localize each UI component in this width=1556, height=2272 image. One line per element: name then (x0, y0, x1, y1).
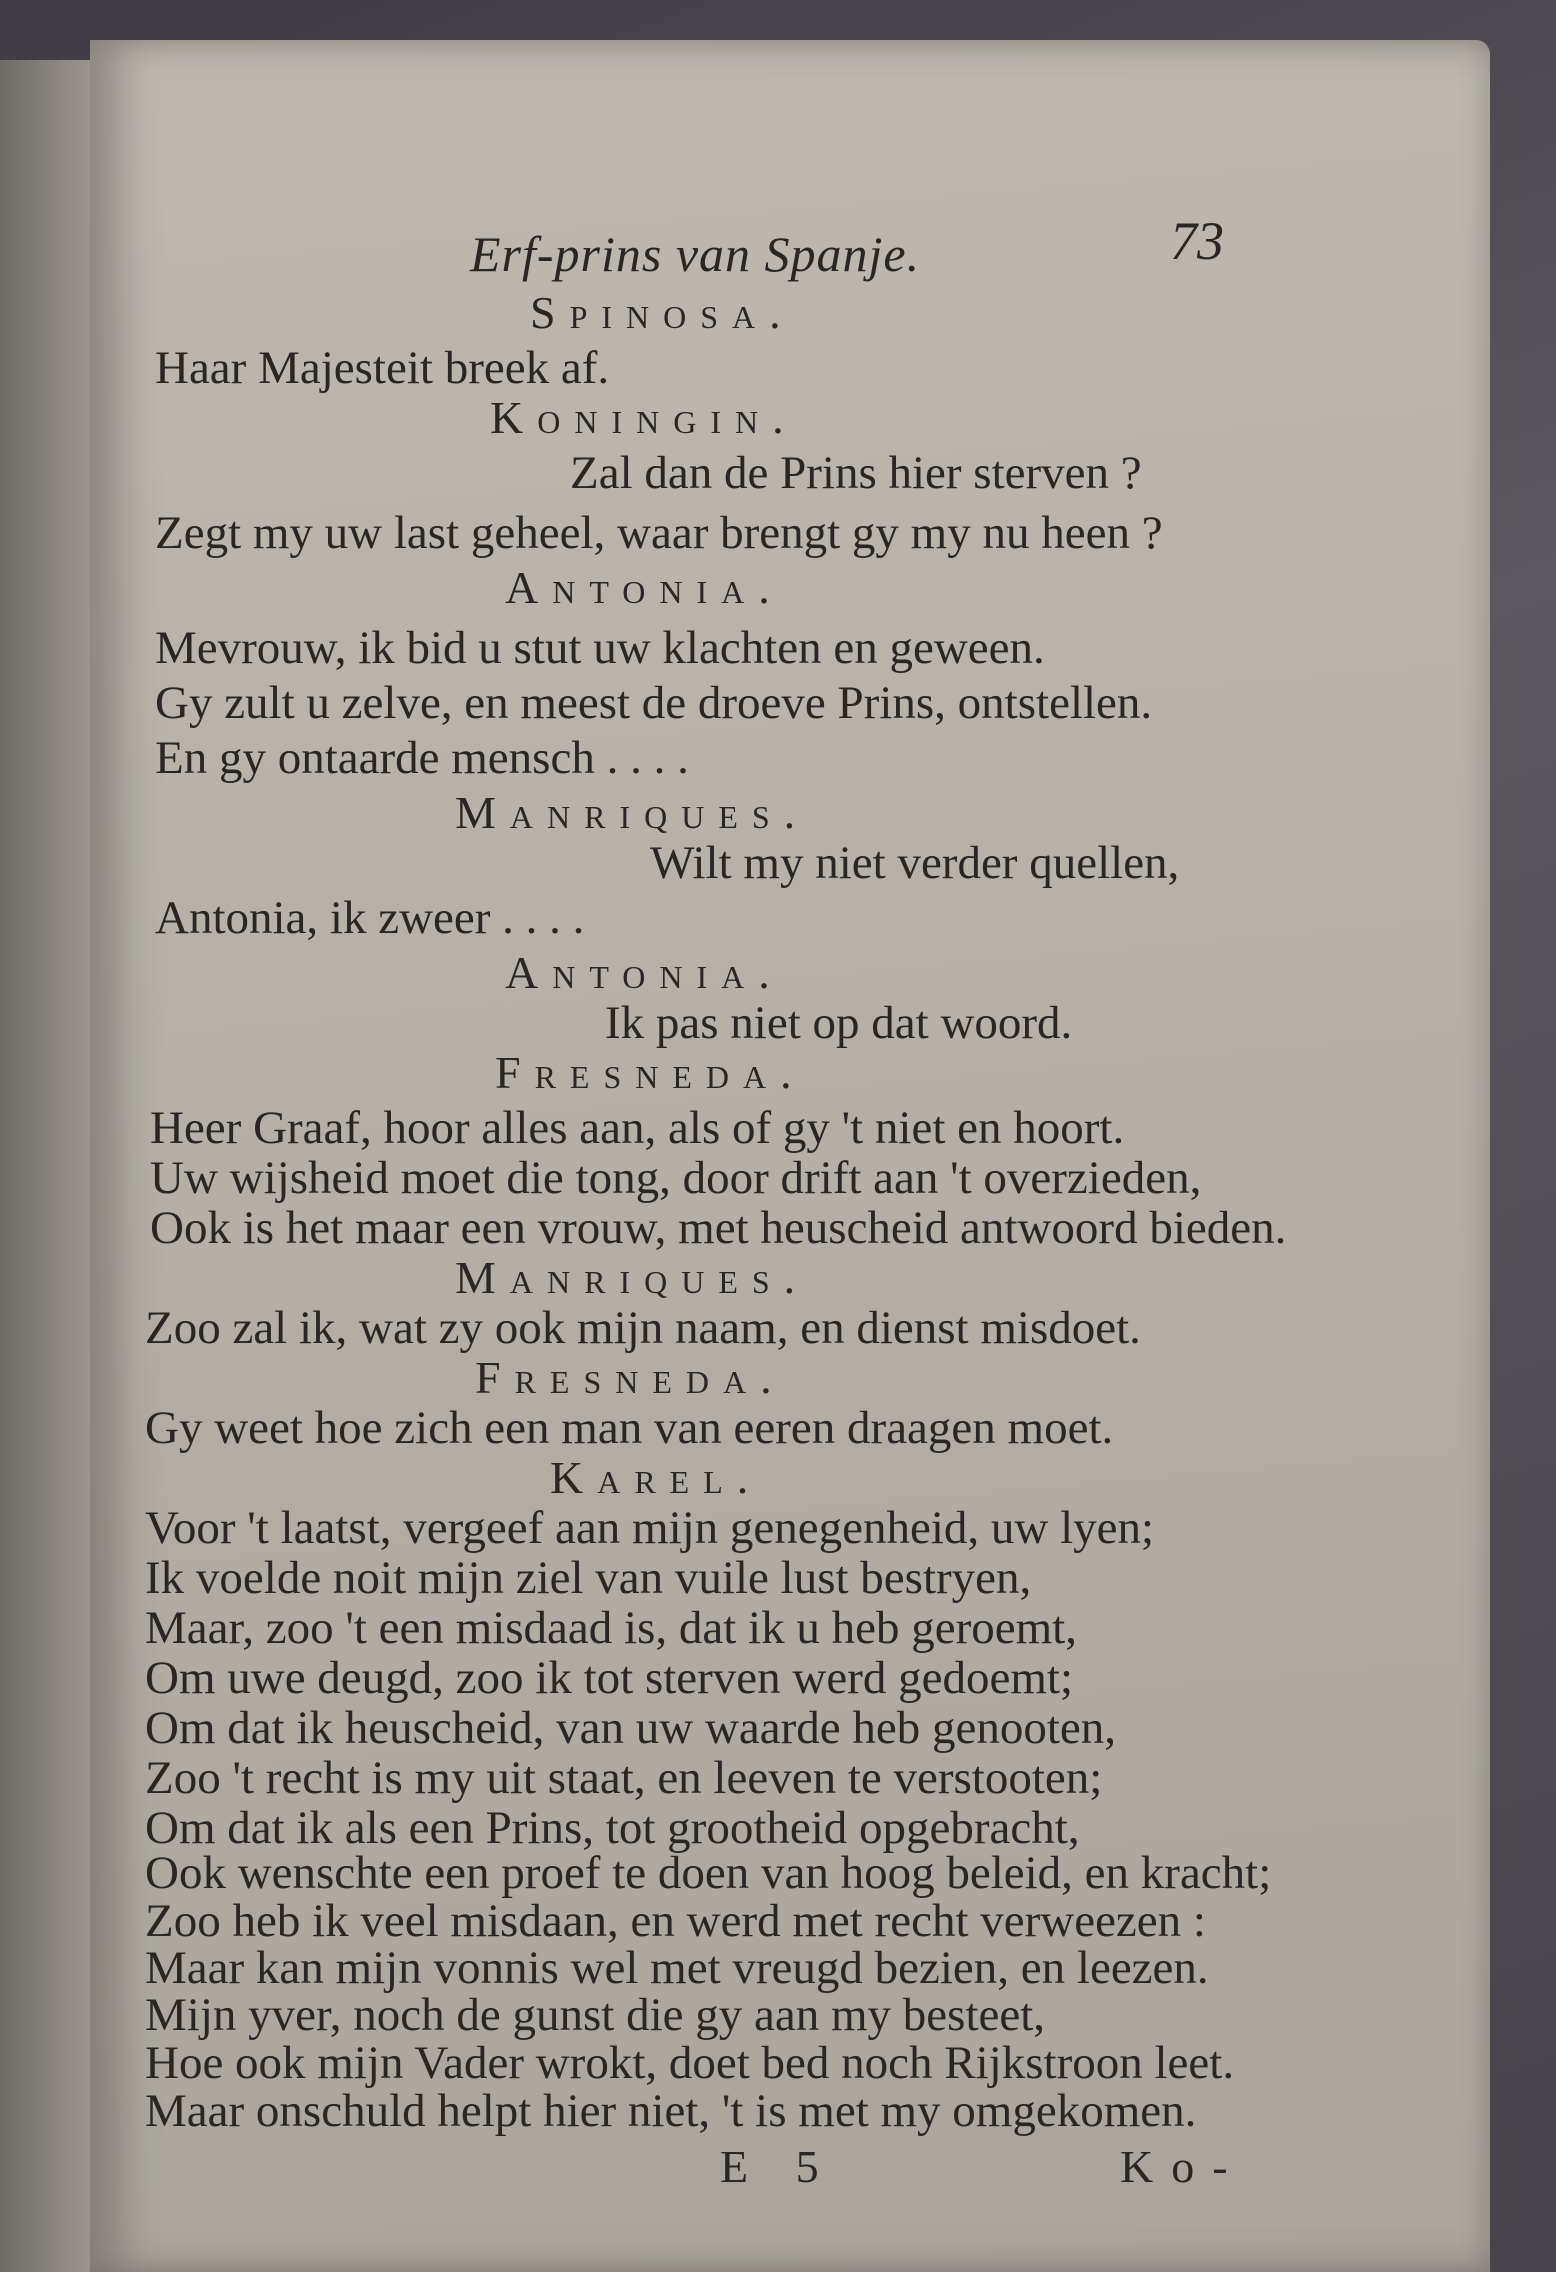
running-head: Erf-prins van Spanje. (470, 226, 921, 282)
speaker-name: Manriques. (455, 787, 810, 838)
page-number: 73 (1170, 211, 1224, 271)
verse-line: Maar, zoo 't een misdaad is, dat ik u heb geroemt, (145, 1602, 1077, 1654)
verse-line: Ook wenschte een proef te doen van hoog beleid, en kracht; (145, 1847, 1272, 1899)
speaker-name: Spinosa. (530, 287, 795, 338)
verse-line: Mevrouw, ik bid u stut uw klachten en geween. (155, 622, 1045, 674)
verse-line: Ik pas niet op dat woord. (605, 997, 1073, 1049)
verse-line: Ik voelde noit mijn ziel van vuile lust bestryen, (145, 1552, 1032, 1604)
verse-line: Zoo 't recht is my uit staat, en leeven te verstooten; (145, 1752, 1103, 1804)
verse-line: Zoo heb ik veel misdaan, en werd met recht verweezen : (145, 1895, 1206, 1947)
verse-line: Om dat ik als een Prins, tot grootheid opgebracht, (145, 1802, 1080, 1854)
verse-line: Om uwe deugd, zoo ik tot sterven werd gedoemt; (145, 1652, 1074, 1704)
verse-line: Hoe ook mijn Vader wrokt, doet bed noch Rijkstroon leet. (145, 2037, 1235, 2089)
verse-line: En gy ontaarde mensch . . . . (155, 732, 689, 784)
verse-line: Haar Majesteit breek af. (155, 342, 610, 394)
verse-line: Antonia, ik zweer . . . . (155, 892, 585, 944)
signature-mark: E 5 (720, 2141, 837, 2192)
speaker-name: Fresneda. (495, 1047, 806, 1098)
verse-line: Wilt my niet verder quellen, (650, 837, 1180, 889)
verse-line: Ook is het maar een vrouw, met heuscheid antwoord bieden. (150, 1202, 1287, 1254)
speaker-name: Antonia. (505, 947, 784, 998)
verse-line: Heer Graaf, hoor alles aan, als of gy 't niet en hoort. (150, 1102, 1125, 1154)
verse-line: Zoo zal ik, wat zy ook mijn naam, en dienst misdoet. (145, 1302, 1141, 1354)
book-page (90, 40, 1490, 2272)
verse-line: Om dat ik heuscheid, van uw waarde heb genooten, (145, 1702, 1117, 1754)
verse-line: Zegt my uw last geheel, waar brengt gy my nu heen ? (155, 507, 1163, 559)
verse-line: Mijn yver, noch de gunst die gy aan my besteet, (145, 1989, 1046, 2041)
speaker-name: Koningin. (490, 392, 798, 443)
verse-line: Maar onschuld helpt hier niet, 't is met my omgekomen. (145, 2085, 1197, 2137)
verse-line: Uw wijsheid moet die tong, door drift aan 't overzieden, (150, 1152, 1202, 1204)
verse-line: Zal dan de Prins hier sterven ? (570, 447, 1142, 499)
verse-line: Voor 't laatst, vergeef aan mijn genegenheid, uw lyen; (145, 1502, 1155, 1554)
speaker-name: Fresneda. (475, 1352, 786, 1403)
verse-line: Gy weet hoe zich een man van eeren draagen moet. (145, 1402, 1114, 1454)
speaker-name: Karel. (550, 1452, 763, 1503)
speaker-name: Antonia. (505, 562, 784, 613)
verse-line: Maar kan mijn vonnis wel met vreugd bezien, en leezen. (145, 1942, 1209, 1994)
speaker-name: Manriques. (455, 1252, 810, 1303)
verse-line: Gy zult u zelve, en meest de droeve Prins, ontstellen. (155, 677, 1153, 729)
catchword: Ko- (1120, 2141, 1246, 2192)
